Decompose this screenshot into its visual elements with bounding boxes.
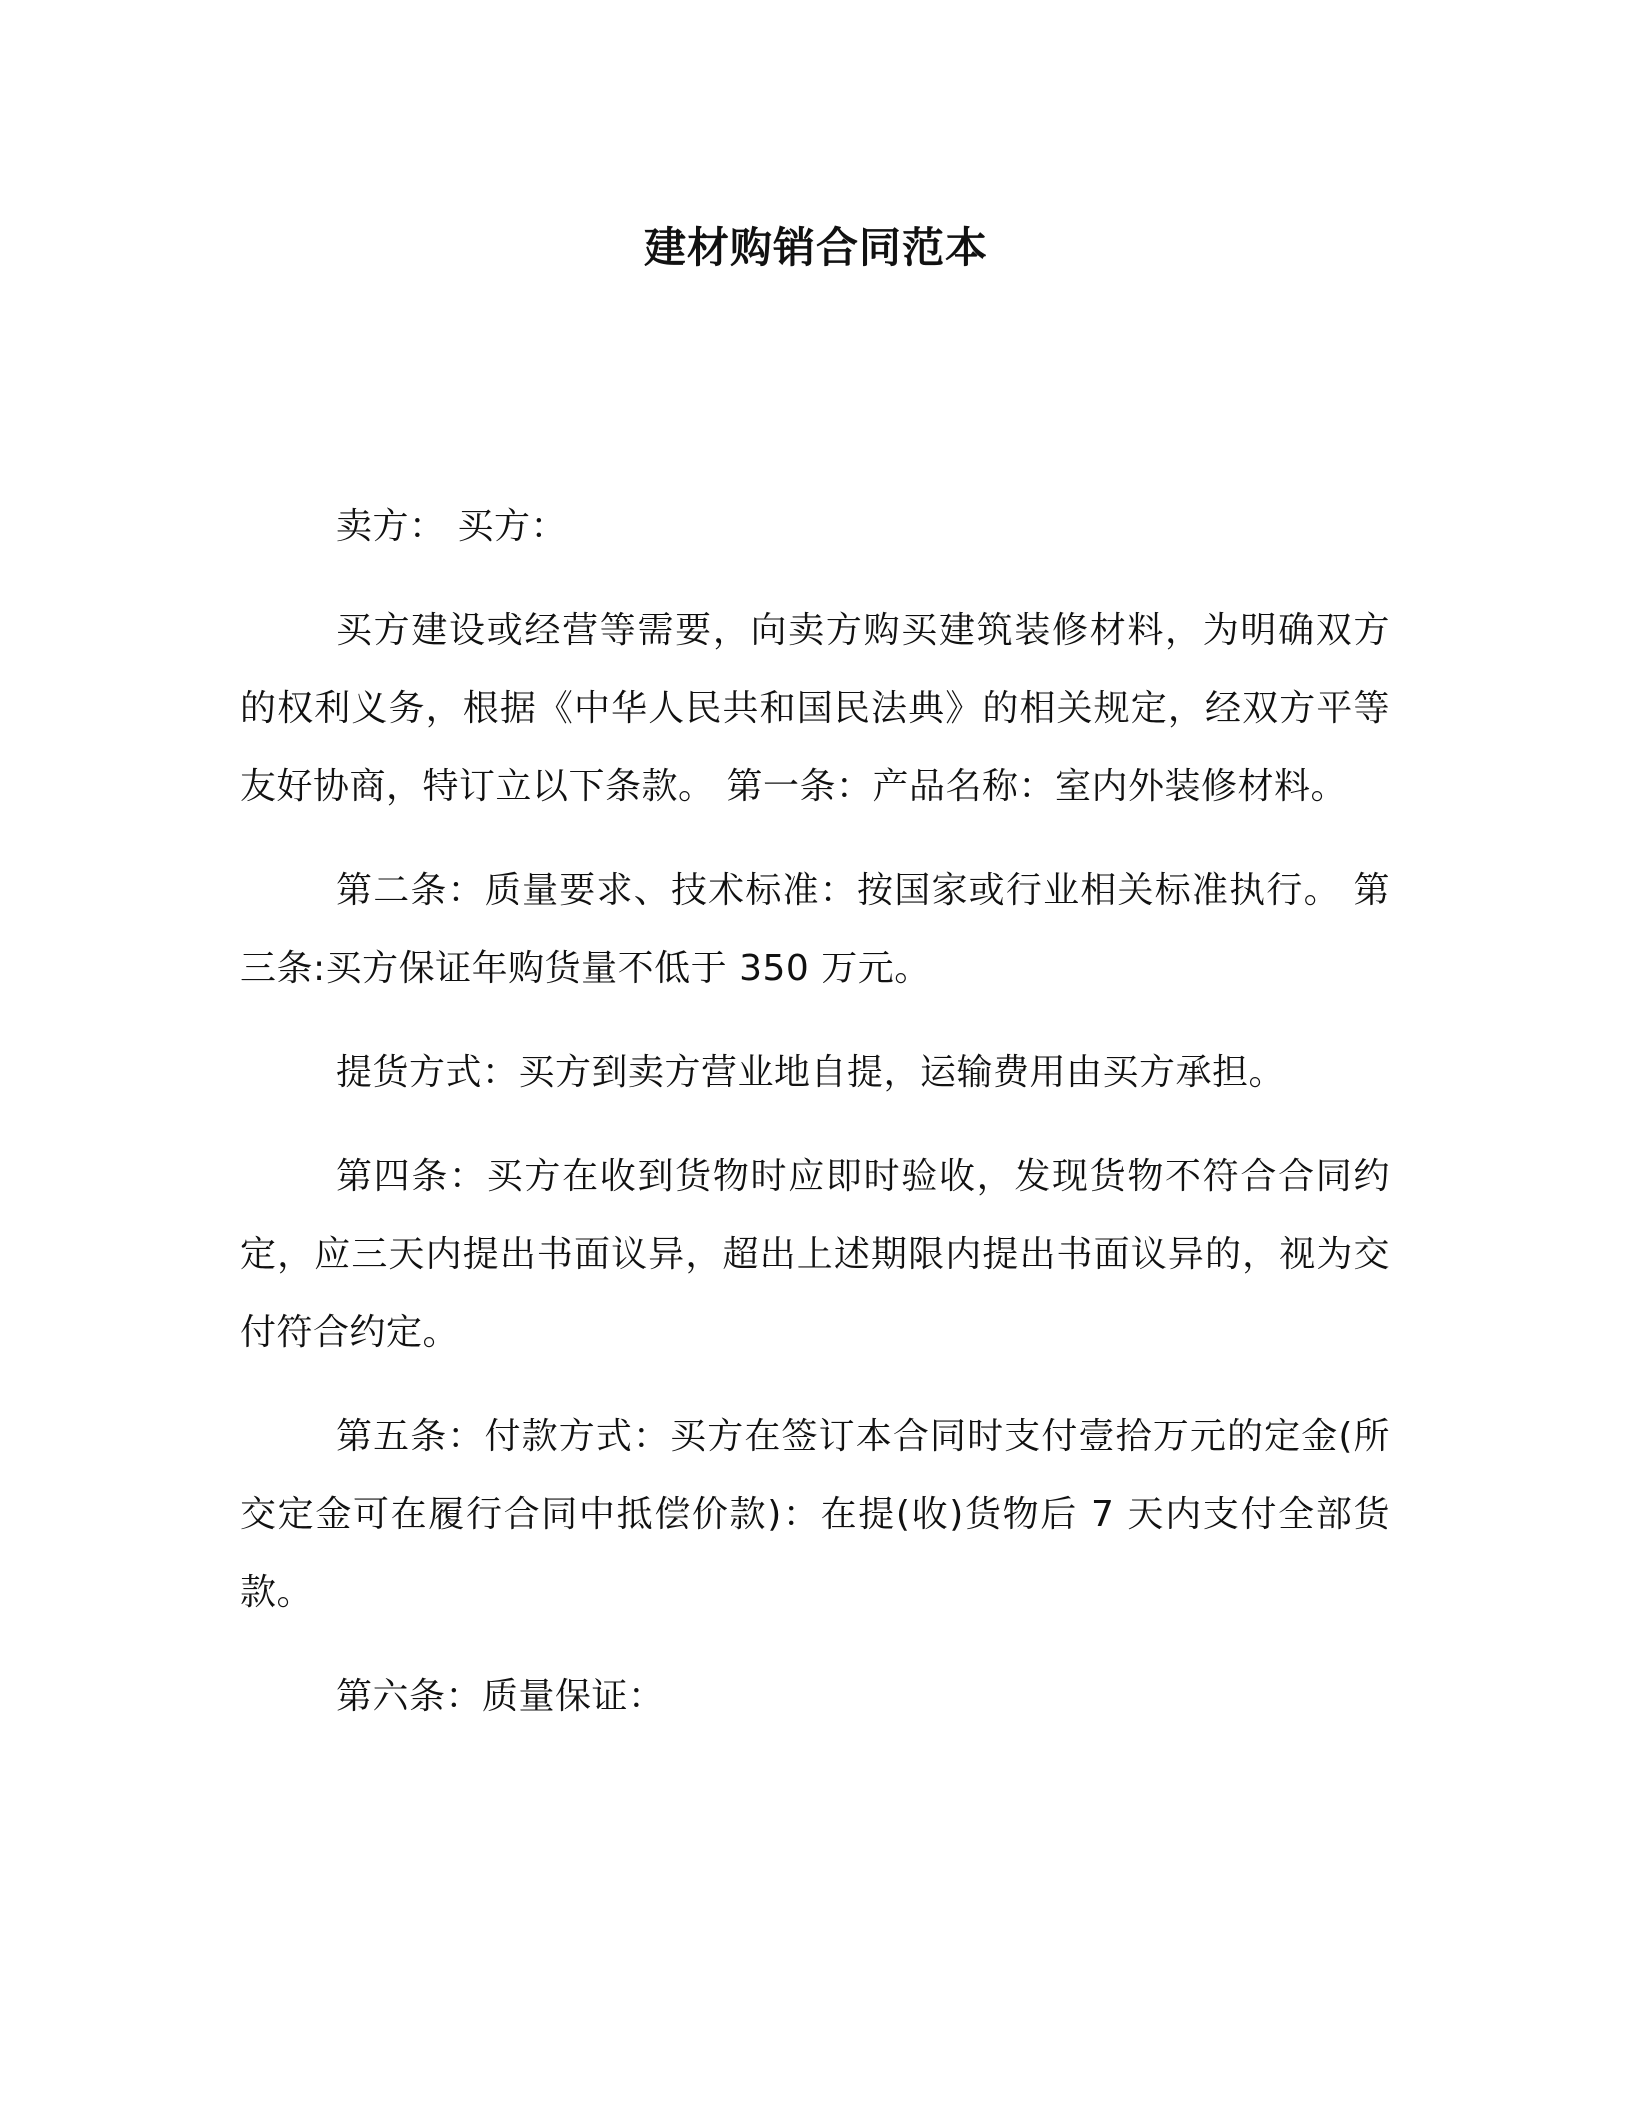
article-5-paragraph: 第五条：付款方式：买方在签订本合同时支付壹拾万元的定金(所交定金可在履行合同中抵偿价款)：在提(收)货物后 7 天内支付全部货款。 [240,1416,1390,1613]
document-body [240,488,1390,1762]
delivery-method-paragraph: 提货方式：买方到卖方营业地自提，运输费用由买方承担。 [336,1052,1286,1093]
parties-line: 卖方： 买方： [336,506,567,547]
article-6-paragraph: 第六条：质量保证： [336,1676,665,1717]
article-4-paragraph: 第四条：买方在收到货物时应即时验收，发现货物不符合合同约定，应三天内提出书面议异，超出上述期限内提出书面议异的，视为交付符合约定。 [240,1156,1390,1353]
article-2-paragraph: 第二条：质量要求、技术标准：按国家或行业相关标准执行。 第三条:买方保证年购货量不低于 350 万元。 [240,870,1390,989]
preamble-paragraph: 买方建设或经营等需要，向卖方购买建筑装修材料，为明确双方的权利义务，根据《中华人民共和国民法典》的相关规定，经双方平等友好协商，特订立以下条款。 第一条：产品名称：室内外装修材料。 [240,610,1390,807]
document-title: 建材购销合同范本 [643,223,988,272]
